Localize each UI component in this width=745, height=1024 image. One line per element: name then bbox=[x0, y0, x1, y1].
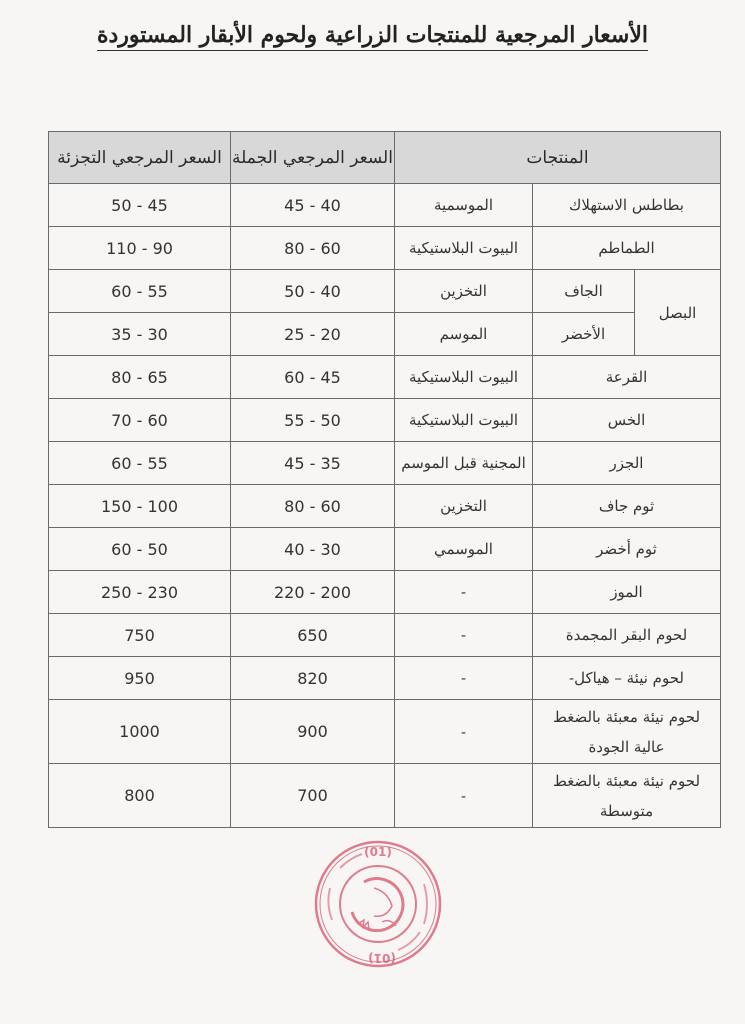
table-row bbox=[49, 270, 721, 313]
product-name: الطماطم bbox=[533, 227, 721, 270]
product-name: الموز bbox=[533, 571, 721, 614]
wholesale-price: 80 - 60 bbox=[231, 485, 395, 528]
product-type: البيوت البلاستيكية bbox=[395, 227, 533, 270]
retail-price: 60 - 55 bbox=[49, 270, 231, 313]
retail-price: 950 bbox=[49, 657, 231, 700]
retail-price: 35 - 30 bbox=[49, 313, 231, 356]
table-row bbox=[49, 313, 721, 356]
retail-price: 60 - 50 bbox=[49, 528, 231, 571]
table-row bbox=[49, 571, 721, 614]
retail-price: 800 bbox=[49, 764, 231, 828]
wholesale-price: 40 - 30 bbox=[231, 528, 395, 571]
header-products: المنتجات bbox=[395, 132, 721, 184]
wholesale-price: 80 - 60 bbox=[231, 227, 395, 270]
table-row bbox=[49, 700, 721, 764]
product-name: بطاطس الاستهلاك bbox=[533, 184, 721, 227]
header-wholesale: السعر المرجعي الجملة bbox=[231, 132, 395, 184]
table-row bbox=[49, 227, 721, 270]
stamp-number-top: (01) bbox=[364, 845, 392, 859]
table-row bbox=[49, 764, 721, 828]
product-name: ثوم جاف bbox=[533, 485, 721, 528]
retail-price: 60 - 55 bbox=[49, 442, 231, 485]
table-row bbox=[49, 184, 721, 227]
table-header-row bbox=[49, 132, 721, 184]
wholesale-price: 60 - 45 bbox=[231, 356, 395, 399]
product-type: التخزين bbox=[395, 485, 533, 528]
page-title bbox=[0, 22, 745, 48]
retail-price: 50 - 45 bbox=[49, 184, 231, 227]
stamp-number-bottom: (01) bbox=[368, 951, 396, 965]
product-type: التخزين bbox=[395, 270, 533, 313]
product-type: - bbox=[395, 764, 533, 828]
wholesale-price: 820 bbox=[231, 657, 395, 700]
table-row bbox=[49, 528, 721, 571]
wholesale-price: 50 - 40 bbox=[231, 270, 395, 313]
product-type: البيوت البلاستيكية bbox=[395, 399, 533, 442]
product-name-line2: متوسطة bbox=[599, 801, 654, 820]
retail-price: 750 bbox=[49, 614, 231, 657]
product-name: البصل bbox=[635, 270, 721, 356]
wholesale-price: 650 bbox=[231, 614, 395, 657]
product-name bbox=[533, 700, 721, 764]
product-name: لحوم نيئة – هياكل- bbox=[533, 657, 721, 700]
table-row bbox=[49, 657, 721, 700]
product-name: ثوم أخضر bbox=[533, 528, 721, 571]
product-name: الجزر bbox=[533, 442, 721, 485]
wholesale-price: 45 - 40 bbox=[231, 184, 395, 227]
wholesale-price: 55 - 50 bbox=[231, 399, 395, 442]
wholesale-price: 700 bbox=[231, 764, 395, 828]
product-name-line1: لحوم نيئة معبئة بالضغط bbox=[553, 707, 701, 726]
product-type: المجنية قبل الموسم bbox=[395, 442, 533, 485]
table-row bbox=[49, 614, 721, 657]
retail-price: 70 - 60 bbox=[49, 399, 231, 442]
product-subtype: الجاف bbox=[533, 270, 635, 313]
product-type: الموسمي bbox=[395, 528, 533, 571]
table-row bbox=[49, 485, 721, 528]
product-type: الموسم bbox=[395, 313, 533, 356]
product-name: الخس bbox=[533, 399, 721, 442]
official-stamp bbox=[312, 838, 444, 970]
page-title-text: الأسعار المرجعية للمنتجات الزراعية ولحوم الأبقار المستوردة bbox=[97, 22, 648, 51]
wholesale-price: 220 - 200 bbox=[231, 571, 395, 614]
product-type: - bbox=[395, 571, 533, 614]
product-name: القرعة bbox=[533, 356, 721, 399]
wholesale-price: 25 - 20 bbox=[231, 313, 395, 356]
product-type: الموسمية bbox=[395, 184, 533, 227]
product-name-line2: عالية الجودة bbox=[588, 737, 665, 756]
product-name-line1: لحوم نيئة معبئة بالضغط bbox=[553, 771, 701, 790]
table-row bbox=[49, 356, 721, 399]
product-type: - bbox=[395, 614, 533, 657]
retail-price: 80 - 65 bbox=[49, 356, 231, 399]
product-type: - bbox=[395, 657, 533, 700]
product-type: البيوت البلاستيكية bbox=[395, 356, 533, 399]
retail-price: 250 - 230 bbox=[49, 571, 231, 614]
product-type: - bbox=[395, 700, 533, 764]
product-name bbox=[533, 764, 721, 828]
table-row bbox=[49, 399, 721, 442]
product-subtype: الأخضر bbox=[533, 313, 635, 356]
wholesale-price: 45 - 35 bbox=[231, 442, 395, 485]
retail-price: 1000 bbox=[49, 700, 231, 764]
retail-price: 110 - 90 bbox=[49, 227, 231, 270]
price-table bbox=[48, 131, 721, 828]
wholesale-price: 900 bbox=[231, 700, 395, 764]
retail-price: 150 - 100 bbox=[49, 485, 231, 528]
table-row bbox=[49, 442, 721, 485]
header-retail: السعر المرجعي التجزئة bbox=[49, 132, 231, 184]
product-name: لحوم البقر المجمدة bbox=[533, 614, 721, 657]
